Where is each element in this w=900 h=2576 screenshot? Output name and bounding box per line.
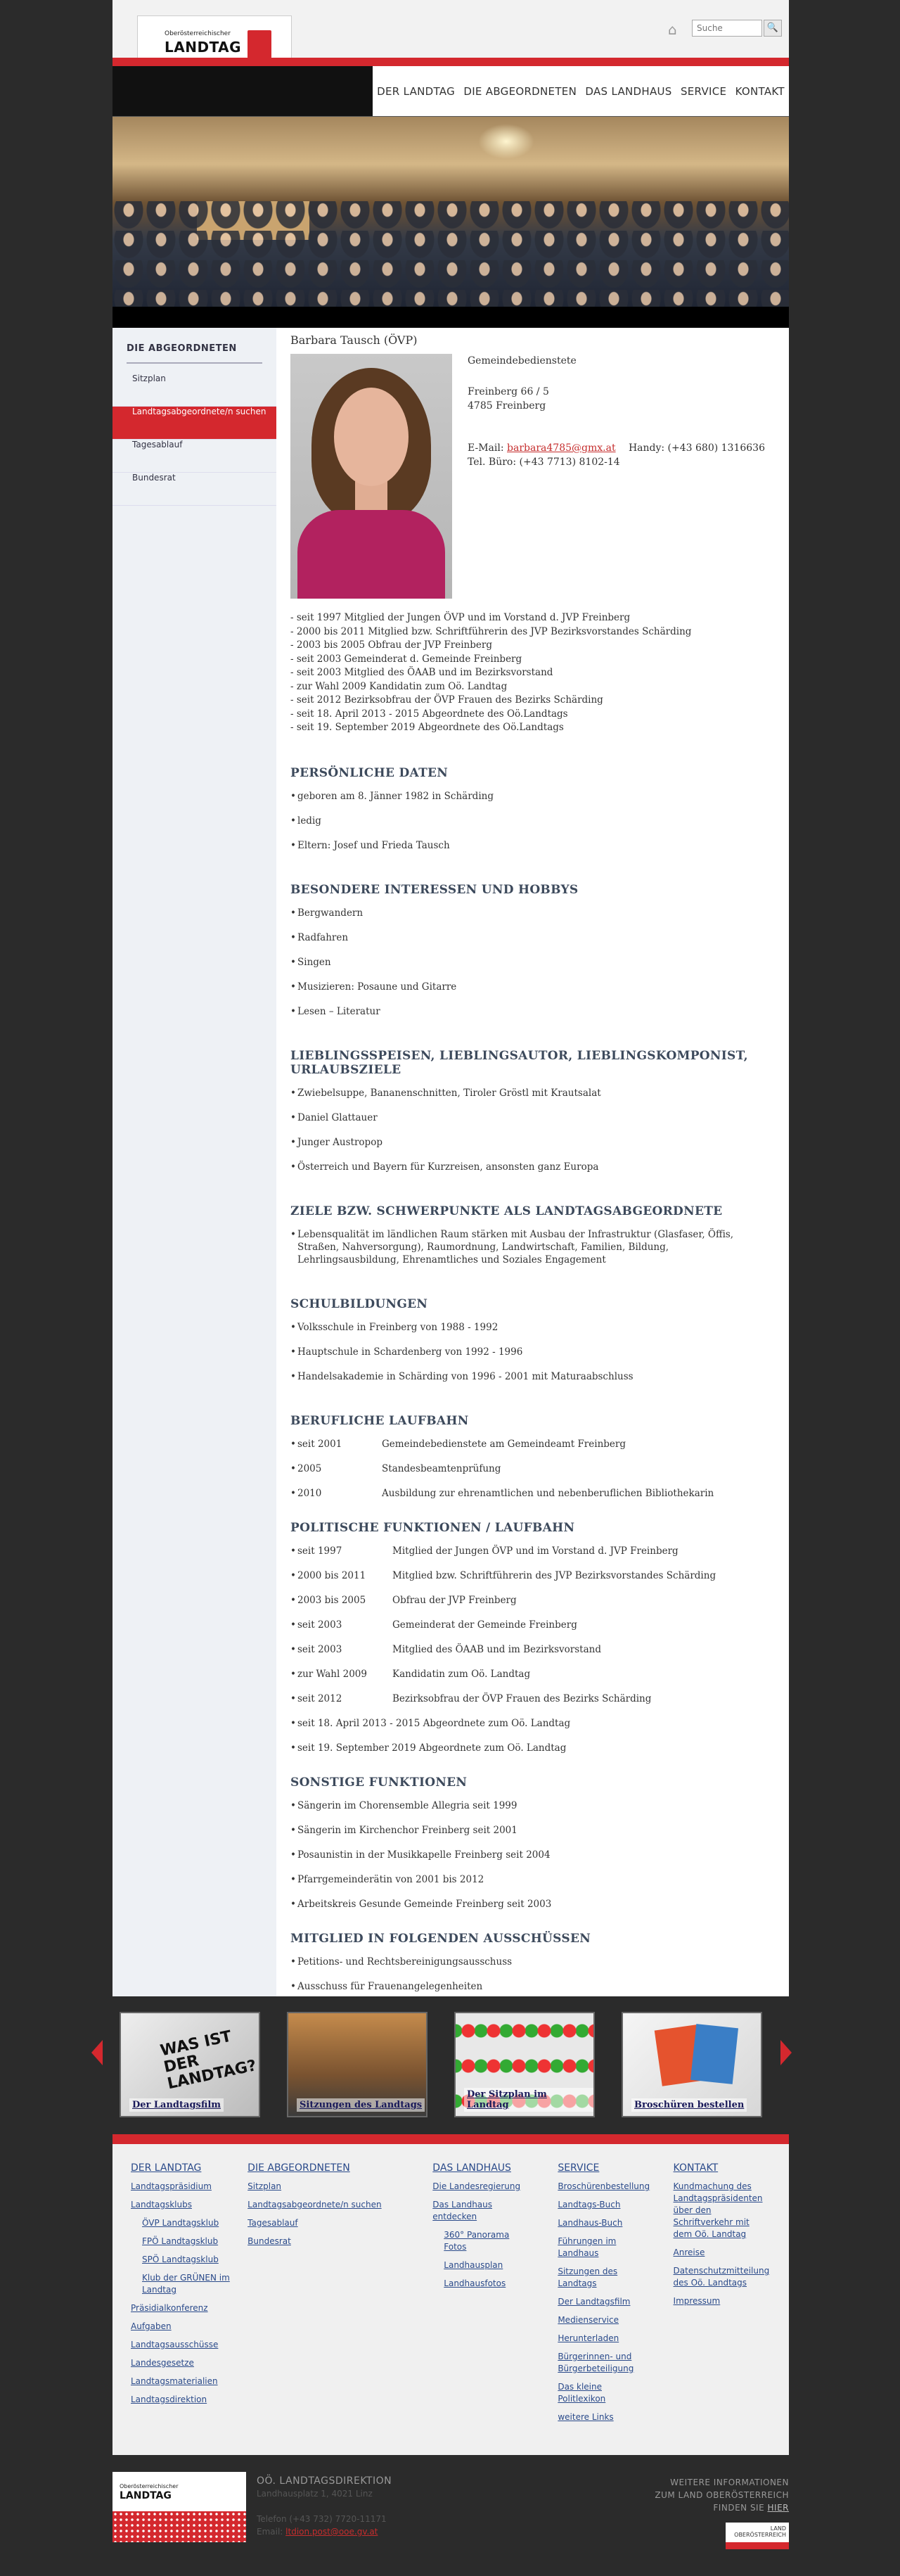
list-item: • Bergwandern — [290, 907, 765, 919]
list-item — [290, 1692, 765, 1705]
item-what: Standesbeamtenprüfung — [382, 1462, 501, 1474]
logo-title: LANDTAG — [165, 39, 242, 56]
item-what: Mitglied des ÖAAB und im Bezirksvorstand — [392, 1643, 601, 1655]
list-item: • Lebensqualität im ländlichen Raum stärken mit Ausbau der Infrastruktur (Glasfaser, Öffis, Straßen, Nahversorgung), Raumordnung, Landwirtschaft, Familien, Bildung, Lehrlingsausbildung, Ehrenamtliches und Soziales Engagement — [290, 1228, 765, 1266]
street: Freinberg 66 / 5 — [468, 386, 549, 397]
footer-heading[interactable]: DER LANDTAG — [131, 2162, 202, 2174]
occupation: Gemeindebedienstete — [468, 355, 577, 366]
item-when: seit 2003 — [297, 1643, 342, 1655]
info-line: WEITERE INFORMATIONEN — [670, 2478, 789, 2487]
bottom-landtag-logo[interactable] — [112, 2472, 246, 2542]
nav-das-landhaus[interactable]: DAS LANDHAUS — [585, 84, 672, 98]
main-nav — [373, 66, 789, 116]
teaser-caption[interactable]: Der Sitzplan im Landtag — [464, 2088, 593, 2112]
footer-link[interactable]: Broschürenbestellung — [558, 2181, 650, 2191]
career-line: - 2003 bis 2005 Obfrau der JVP Freinberg — [290, 639, 492, 651]
list-item — [290, 1545, 765, 1557]
city: 4785 Freinberg — [468, 400, 546, 412]
home-icon[interactable]: ⌂ — [668, 21, 677, 38]
nav-kontakt[interactable]: KONTAKT — [735, 84, 785, 98]
address-street: Landhausplatz 1, 4021 Linz — [257, 2489, 373, 2499]
footer-link[interactable]: Landhausplan — [444, 2260, 503, 2270]
list-item: • Posaunistin in der Musikkapelle Freinberg seit 2004 — [290, 1849, 765, 1861]
career-line: - seit 19. September 2019 Abgeordnete des Oö.Landtags — [290, 722, 564, 733]
footer-link[interactable]: Landesgesetze — [131, 2358, 194, 2368]
footer-heading[interactable]: KONTAKT — [673, 2162, 719, 2174]
list-item: • Ausschuss für Frauenangelegenheiten — [290, 1980, 765, 1993]
career-line: - seit 18. April 2013 - 2015 Abgeordnete des Oö.Landtags — [290, 708, 568, 720]
footer-col-landtag — [131, 2162, 248, 2430]
nav-die-abgeordneten[interactable]: DIE ABGEORDNETEN — [463, 84, 577, 98]
hero-image — [112, 116, 789, 307]
list-interests — [290, 907, 765, 1018]
footer-link[interactable]: Präsidialkonferenz — [131, 2303, 208, 2313]
footer-link[interactable]: weitere Links — [558, 2412, 614, 2422]
sidebar-item-bundesrat[interactable]: Bundesrat — [112, 473, 276, 506]
list-item: • Daniel Glattauer — [290, 1111, 765, 1124]
carousel-next-icon[interactable] — [780, 2040, 792, 2065]
sidebar — [112, 328, 276, 2078]
footer-link[interactable]: Landtagsklubs — [131, 2200, 192, 2210]
footer-link[interactable]: Kundmachung des Landtagspräsidenten über den Schriftverkehr mit dem Oö. Landtag — [673, 2181, 763, 2239]
list-item — [290, 1462, 765, 1475]
footer-heading[interactable]: SERVICE — [558, 2162, 600, 2174]
nav-service[interactable]: SERVICE — [680, 84, 727, 98]
info-line: ZUM LAND OBERÖSTERREICH — [655, 2490, 789, 2500]
footer-link[interactable]: SPÖ Landtagsklub — [142, 2255, 219, 2264]
teaser-sitzungen[interactable] — [287, 2012, 428, 2117]
heading-favourites: LIEBLINGSSPEISEN, LIEBLINGSAUTOR, LIEBLINGSKOMPONIST, URLAUBSZIELE — [290, 1048, 748, 1077]
profile — [290, 354, 765, 599]
list-item — [290, 1438, 765, 1450]
list-item: • Hauptschule in Schardenberg von 1992 - 1996 — [290, 1346, 765, 1358]
nav-wrap — [112, 66, 789, 116]
career-line: - zur Wahl 2009 Kandidatin zum Oö. Landtag — [290, 680, 508, 692]
address-title: OÖ. LANDTAGSDIREKTION — [257, 2475, 392, 2487]
logo-subtitle: Oberösterreichischer — [120, 2483, 179, 2489]
item-what: Gemeinderat der Gemeinde Freinberg — [392, 1619, 577, 1631]
heading-other: SONSTIGE FUNKTIONEN — [290, 1775, 468, 1790]
footer-link[interactable]: Bürgerinnen- und Bürgerbeteiligung — [558, 2352, 634, 2373]
footer-col-kontakt — [674, 2162, 771, 2430]
heading-schools: SCHULBILDUNGEN — [290, 1296, 428, 1311]
info-line-3 — [655, 2501, 789, 2514]
item-what: Obfrau der JVP Freinberg — [392, 1594, 517, 1606]
address-block — [257, 2475, 392, 2538]
header-red-bar — [112, 58, 789, 66]
teaser-sitzplan[interactable] — [454, 2012, 595, 2117]
list-item: • Radfahren — [290, 931, 765, 944]
footer-link[interactable]: Landhausfotos — [444, 2278, 506, 2288]
list-item: • Lesen – Literatur — [290, 1005, 765, 1018]
list-other — [290, 1799, 765, 1911]
email-row — [468, 441, 765, 455]
list-item — [290, 1594, 765, 1607]
teaser-caption[interactable]: Der Landtagsfilm — [129, 2098, 224, 2112]
main-content — [276, 328, 789, 2078]
list-political — [290, 1545, 765, 1754]
nav-der-landtag[interactable]: DER LANDTAG — [377, 84, 456, 98]
footer-col-service — [558, 2162, 673, 2430]
item-when: seit 1997 — [297, 1545, 342, 1557]
footer-columns — [112, 2144, 789, 2430]
footer-link[interactable]: Landtagsausschüsse — [131, 2340, 219, 2349]
list-item: • Eltern: Josef und Frieda Tausch — [290, 839, 765, 852]
heading-personal: PERSÖNLICHE DATEN — [290, 765, 449, 780]
contact-info — [452, 354, 765, 599]
footer-link[interactable]: Landhaus-Buch — [558, 2218, 623, 2228]
footer-link[interactable]: ÖVP Landtagsklub — [142, 2218, 219, 2228]
list-item: • Handelsakademie in Schärding von 1996 - 2001 mit Maturaabschluss — [290, 1370, 765, 1383]
footer-col-abgeordnete — [248, 2162, 432, 2430]
crowd — [112, 201, 789, 307]
career-line: - seit 1997 Mitglied der Jungen ÖVP und im Vorstand d. JVP Freinberg — [290, 612, 631, 623]
search-input[interactable] — [692, 20, 762, 37]
footer-link[interactable]: Impressum — [673, 2296, 721, 2306]
bottom-bar — [112, 2455, 789, 2576]
list-item: • Pfarrgemeinderätin von 2001 bis 2012 — [290, 1873, 765, 1886]
footer-col-landhaus — [432, 2162, 558, 2430]
list-item: • geboren am 8. Jänner 1982 in Schärding — [290, 790, 765, 803]
list-item: • Volksschule in Freinberg von 1988 - 1992 — [290, 1321, 765, 1334]
email-block — [468, 441, 616, 455]
list-item: • Musizieren: Posaune und Gitarre — [290, 981, 765, 993]
teaser-image-text: WAS IST DER LANDTAG? — [158, 2027, 259, 2093]
item-what: Mitglied bzw. Schriftführerin des JVP Bezirksvorstandes Schärding — [392, 1569, 716, 1581]
portrait-photo — [290, 354, 452, 599]
teaser-broschueren[interactable] — [622, 2012, 762, 2117]
address-email-label: Email: — [257, 2527, 283, 2537]
list-item: • Singen — [290, 956, 765, 969]
logo-subtitle: Oberösterreichischer — [165, 30, 231, 37]
list-item: • Petitions- und Rechtsbereinigungsausschuss — [290, 1956, 765, 1968]
search-button[interactable]: 🔍 — [764, 20, 782, 37]
page — [112, 0, 789, 2078]
footer-link[interactable]: Bundesrat — [248, 2236, 291, 2246]
heading-job: BERUFLICHE LAUFBAHN — [290, 1413, 469, 1428]
list-personal — [290, 790, 765, 852]
sidebar-item-sitzplan[interactable]: Sitzplan — [112, 374, 276, 407]
content — [112, 328, 789, 2078]
list-item — [290, 1487, 765, 1500]
logo-title: LANDTAG — [120, 2490, 172, 2501]
email-link[interactable]: barbara4785@gmx.at — [507, 442, 616, 454]
item-when: 2010 — [297, 1487, 322, 1499]
footer-link[interactable]: 360° Panorama Fotos — [444, 2230, 510, 2252]
list-item — [290, 1643, 765, 1656]
teaser-strip — [0, 1996, 900, 2109]
heading-goals: ZIELE BZW. SCHWERPUNKTE ALS LANDTAGSABGEORDNETE — [290, 1204, 723, 1218]
career-line: - 2000 bis 2011 Mitglied bzw. Schriftführerin des JVP Bezirksvorstandes Schärding — [290, 625, 692, 637]
footer-heading[interactable]: DAS LANDHAUS — [432, 2162, 511, 2174]
item-when: 2000 bis 2011 — [297, 1569, 366, 1581]
address-email-link[interactable]: ltdion.post@ooe.gv.at — [285, 2527, 378, 2537]
list-item: • Zwiebelsuppe, Bananenschnitten, Tiroler Gröstl mit Krautsalat — [290, 1087, 765, 1099]
list-item — [290, 1619, 765, 1631]
list-item: • Sängerin im Kirchenchor Freinberg seit 2001 — [290, 1824, 765, 1837]
hero-band — [112, 307, 789, 328]
sidebar-item-suchen[interactable]: Landtagsabgeordnete/n suchen — [112, 407, 276, 440]
list-favourites — [290, 1087, 765, 1173]
footer-link[interactable]: Landtagsmaterialien — [131, 2376, 218, 2386]
item-when: 2005 — [297, 1462, 322, 1474]
footer-link[interactable]: Landtags-Buch — [558, 2200, 621, 2210]
list-item: • seit 18. April 2013 - 2015 Abgeordnete zum Oö. Landtag — [290, 1717, 765, 1730]
list-job — [290, 1438, 765, 1500]
page-title: Barbara Tausch (ÖVP) — [290, 333, 418, 347]
chandelier-glow — [478, 124, 534, 159]
footer-link[interactable]: Führungen im Landhaus — [558, 2236, 617, 2258]
item-what: Gemeindebedienstete am Gemeindeamt Freinberg — [382, 1438, 626, 1450]
footer-heading[interactable]: DIE ABGEORDNETEN — [248, 2162, 350, 2174]
footer — [112, 2134, 789, 2455]
photo-top — [297, 510, 445, 599]
career-line: - seit 2012 Bezirksobfrau der ÖVP Frauen des Bezirks Schärding — [290, 694, 603, 706]
footer-link[interactable]: Landtagspräsidium — [131, 2181, 212, 2191]
footer-link[interactable]: Der Landtagsfilm — [558, 2297, 631, 2307]
handy: Handy: (+43 680) 1316636 — [628, 442, 765, 454]
item-when: 2003 bis 2005 — [297, 1594, 366, 1606]
list-item: • Sängerin im Chorensemble Allegria seit 1999 — [290, 1799, 765, 1812]
list-item: • seit 19. September 2019 Abgeordnete zum Oö. Landtag — [290, 1742, 765, 1754]
heading-political: POLITISCHE FUNKTIONEN / LAUFBAHN — [290, 1520, 575, 1535]
item-when: seit 2003 — [297, 1619, 342, 1631]
info-here-link[interactable]: HIER — [767, 2503, 789, 2513]
item-what: Bezirksobfrau der ÖVP Frauen des Bezirks Schärding — [392, 1692, 652, 1704]
footer-link[interactable]: Landtagsdirektion — [131, 2395, 207, 2404]
info-prefix: FINDEN SIE — [713, 2503, 765, 2513]
item-when: zur Wahl 2009 — [297, 1668, 367, 1680]
sidebar-title: DIE ABGEORDNETEN — [127, 328, 262, 364]
carousel-prev-icon[interactable] — [91, 2040, 103, 2065]
career-list — [290, 611, 765, 735]
heading-interests: BESONDERE INTERESSEN UND HOBBYS — [290, 882, 579, 897]
footer-link[interactable]: Medienservice — [558, 2315, 619, 2325]
teaser-landtagsfilm[interactable] — [120, 2012, 260, 2117]
list-item — [290, 1569, 765, 1582]
item-what: Ausbildung zur ehrenamtlichen und nebenberuflichen Bibliothekarin — [382, 1487, 714, 1499]
footer-link[interactable]: Das kleine Politlexikon — [558, 2382, 606, 2404]
footer-link[interactable]: Anreise — [673, 2247, 705, 2257]
footer-link[interactable]: Herunterladen — [558, 2333, 619, 2343]
item-when: seit 2001 — [297, 1438, 342, 1450]
office-phone: Tel. Büro: (+43 7713) 8102-14 — [468, 457, 620, 468]
list-schools — [290, 1321, 765, 1383]
address-email-row — [257, 2525, 392, 2538]
heading-committees: MITGLIED IN FOLGENDEN AUSSCHÜSSEN — [290, 1931, 591, 1946]
item-what: Mitglied der Jungen ÖVP und im Vorstand d. JVP Freinberg — [392, 1545, 679, 1557]
land-ooe-logo[interactable]: LAND OBERÖSTERREICH — [726, 2523, 789, 2549]
footer-link[interactable]: Sitzplan — [248, 2181, 282, 2191]
footer-link[interactable]: Datenschutzmitteilung des Oö. Landtags — [673, 2266, 770, 2288]
photo-face — [334, 388, 409, 486]
footer-link[interactable]: Landtagsabgeordnete/n suchen — [248, 2200, 382, 2210]
teaser-caption[interactable]: Sitzungen des Landtags — [297, 2098, 425, 2112]
footer-link[interactable]: Die Landesregierung — [432, 2181, 521, 2191]
email-label: E-Mail: — [468, 442, 504, 454]
brochure-image — [690, 2024, 738, 2084]
list-item: • Arbeitskreis Gesunde Gemeinde Freinberg seit 2003 — [290, 1898, 765, 1911]
footer-link[interactable]: FPÖ Landtagsklub — [142, 2236, 219, 2246]
career-line: - seit 2003 Gemeinderat d. Gemeinde Freinberg — [290, 653, 522, 665]
address-phone: Telefon (+43 732) 7720-11171 — [257, 2514, 387, 2524]
footer-link[interactable]: Klub der GRÜNEN im Landtag — [142, 2273, 230, 2295]
list-item — [290, 1668, 765, 1681]
item-when: seit 2012 — [297, 1692, 342, 1704]
logo-dots — [112, 2511, 246, 2542]
list-item: • ledig — [290, 815, 765, 827]
teaser-caption[interactable]: Broschüren bestellen — [631, 2098, 747, 2112]
footer-link[interactable]: Aufgaben — [131, 2321, 172, 2331]
list-goals — [290, 1228, 765, 1266]
header — [112, 0, 789, 116]
footer-link[interactable]: Das Landhaus entdecken — [432, 2200, 493, 2221]
footer-link[interactable]: Tagesablauf — [248, 2218, 298, 2228]
list-item: • Österreich und Bayern für Kurzreisen, ansonsten ganz Europa — [290, 1161, 765, 1173]
career-line: - seit 2003 Mitglied des ÖAAB und im Bezirksvorstand — [290, 667, 553, 678]
item-what: Kandidatin zum Oö. Landtag — [392, 1668, 531, 1680]
more-info — [655, 2476, 789, 2514]
list-item: • Junger Austropop — [290, 1136, 765, 1149]
sidebar-item-tagesablauf[interactable]: Tagesablauf — [112, 440, 276, 473]
footer-link[interactable]: Sitzungen des Landtags — [558, 2266, 618, 2288]
